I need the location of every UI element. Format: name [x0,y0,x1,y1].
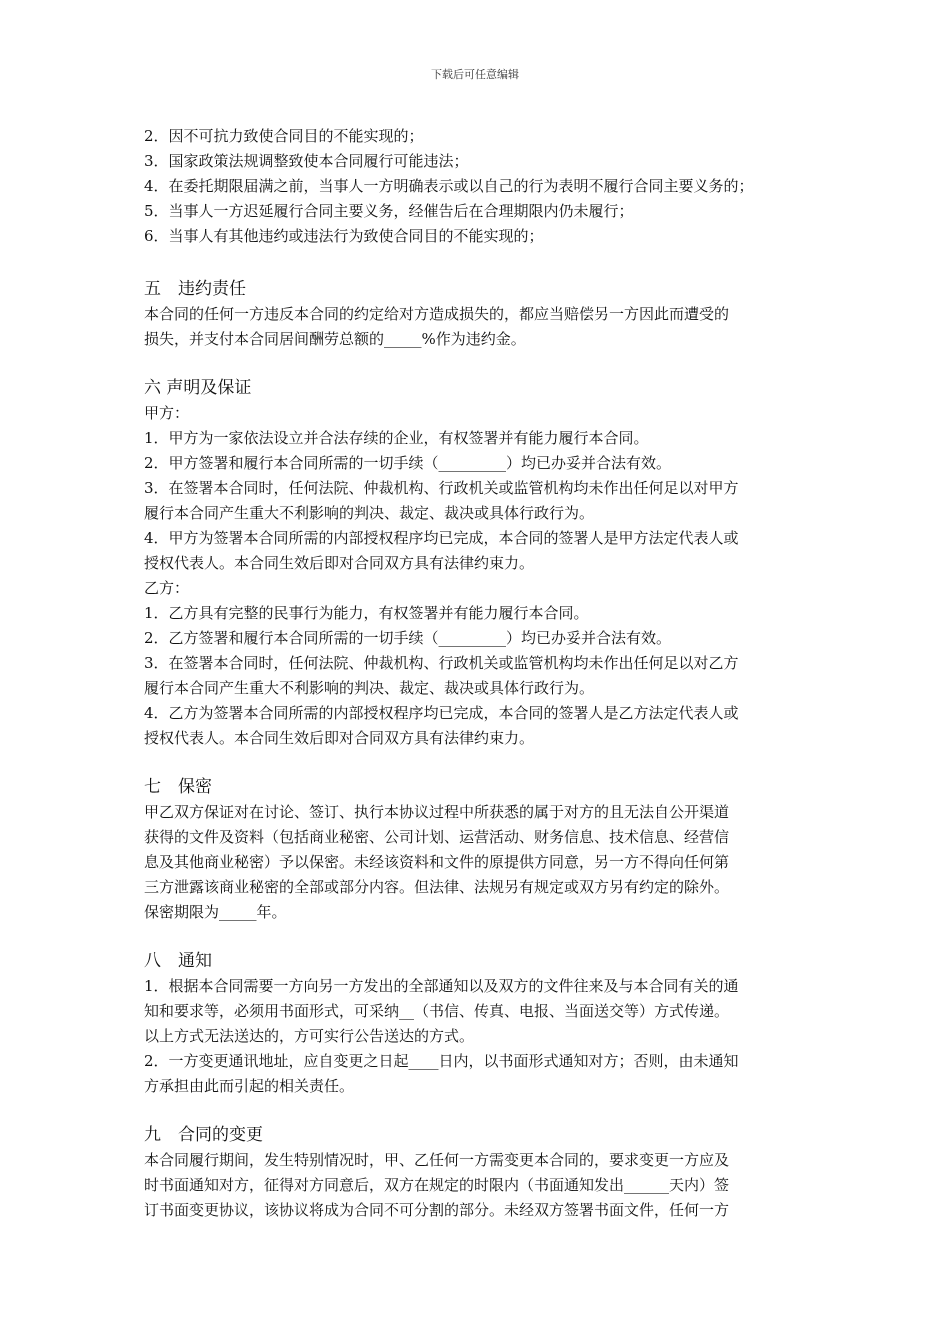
section-notice [144,949,814,1099]
list-item: 5．当事人一方迟延履行合同主要义务，经催告后在合理期限内仍未履行； [144,202,634,220]
paragraph-line: 甲乙双方保证对在讨论、签订、执行本协议过程中所获悉的属于对方的且无法自公开渠道 [144,803,730,821]
section-heading: 七 保密 [144,777,212,797]
list-item: 2．因不可抗力致使合同目的不能实现的； [144,127,424,145]
paragraph-line: 4．乙方为签署本合同所需的内部授权程序均已完成，本合同的签署人是乙方法定代表人或 [144,704,739,722]
paragraph-line: 1．根据本合同需要一方向另一方发出的全部通知以及双方的文件往来及与本合同有关的通 [144,977,739,995]
paragraph-line: 1．乙方具有完整的民事行为能力，有权签署并有能力履行本合同。 [144,604,589,622]
paragraph-line: 2．一方变更通讯地址，应自变更之日起____日内，以书面形式通知对方；否则，由未通知 [144,1052,739,1070]
paragraph-line: 订书面变更协议，该协议将成为合同不可分割的部分。未经双方签署书面文件，任何一方 [144,1201,730,1219]
paragraph-line: 履行本合同产生重大不利影响的判决、裁定、裁决或具体行政行为。 [144,679,595,697]
paragraph-line: 本合同履行期间，发生特别情况时，甲、乙任何一方需变更本合同的，要求变更一方应及 [144,1151,730,1169]
paragraph-line: 方承担由此而引起的相关责任。 [144,1077,355,1095]
paragraph-line: 息及其他商业秘密）予以保密。未经该资料和文件的原提供方同意，另一方不得向任何第 [144,853,730,871]
section-heading: 九 合同的变更 [144,1125,263,1145]
page-header: 下载后可任意编辑 [431,68,519,81]
paragraph-line: 2．乙方签署和履行本合同所需的一切手续（_________）均已办妥并合法有效。 [144,629,672,647]
section-heading: 五 违约责任 [144,279,246,299]
paragraph-line: 3．在签署本合同时，任何法院、仲裁机构、行政机关或监管机构均未作出任何足以对甲方 [144,479,739,497]
section-confidentiality [144,775,814,925]
paragraph-line: 3．在签署本合同时，任何法院、仲裁机构、行政机关或监管机构均未作出任何足以对乙方 [144,654,739,672]
paragraph-line: 知和要求等，必须用书面形式，可采纳__（书信、传真、电报、当面送交等）方式传递。 [144,1002,730,1020]
paragraph-line: 2．甲方签署和履行本合同所需的一切手续（_________）均已办妥并合法有效。 [144,454,672,472]
intro-list [144,124,814,249]
paragraph-line: 本合同的任何一方违反本合同的约定给对方造成损失的，都应当赔偿另一方因此而遭受的 [144,305,730,323]
paragraph-line: 履行本合同产生重大不利影响的判决、裁定、裁决或具体行政行为。 [144,504,595,522]
list-item: 4．在委托期限届满之前，当事人一方明确表示或以自己的行为表明不履行合同主要义务的； [144,177,754,195]
section-heading: 六 声明及保证 [144,378,252,398]
list-item: 6．当事人有其他违约或违法行为致使合同目的不能实现的； [144,227,544,245]
section-contract-changes [144,1123,814,1223]
paragraph-line: 授权代表人。本合同生效后即对合同双方具有法律约束力。 [144,729,535,747]
paragraph-line: 甲方： [144,404,190,422]
section-breach-liability [144,277,814,352]
section-heading: 八 通知 [144,951,212,971]
section-representations [144,376,814,751]
paragraph-line: 授权代表人。本合同生效后即对合同双方具有法律约束力。 [144,554,535,572]
paragraph-line: 以上方式无法送达的，方可实行公告送达的方式。 [144,1027,475,1045]
paragraph-line: 保密期限为_____年。 [144,903,287,921]
paragraph-line: 时书面通知对方，征得对方同意后，双方在规定的时限内（书面通知发出______天内）签 [144,1176,730,1194]
document-body [144,124,814,1223]
paragraph-line: 获得的文件及资料（包括商业秘密、公司计划、运营活动、财务信息、技术信息、经营信 [144,828,730,846]
paragraph-line: 1．甲方为一家依法设立并合法存续的企业，有权签署并有能力履行本合同。 [144,429,649,447]
list-item: 3．国家政策法规调整致使本合同履行可能违法； [144,152,469,170]
paragraph-line: 损失，并支付本合同居间酬劳总额的_____%作为违约金。 [144,330,526,348]
paragraph-line: 三方泄露该商业秘密的全部或部分内容。但法律、法规另有规定或双方另有约定的除外。 [144,878,730,896]
paragraph-line: 乙方： [144,579,190,597]
paragraph-line: 4．甲方为签署本合同所需的内部授权程序均已完成，本合同的签署人是甲方法定代表人或 [144,529,739,547]
